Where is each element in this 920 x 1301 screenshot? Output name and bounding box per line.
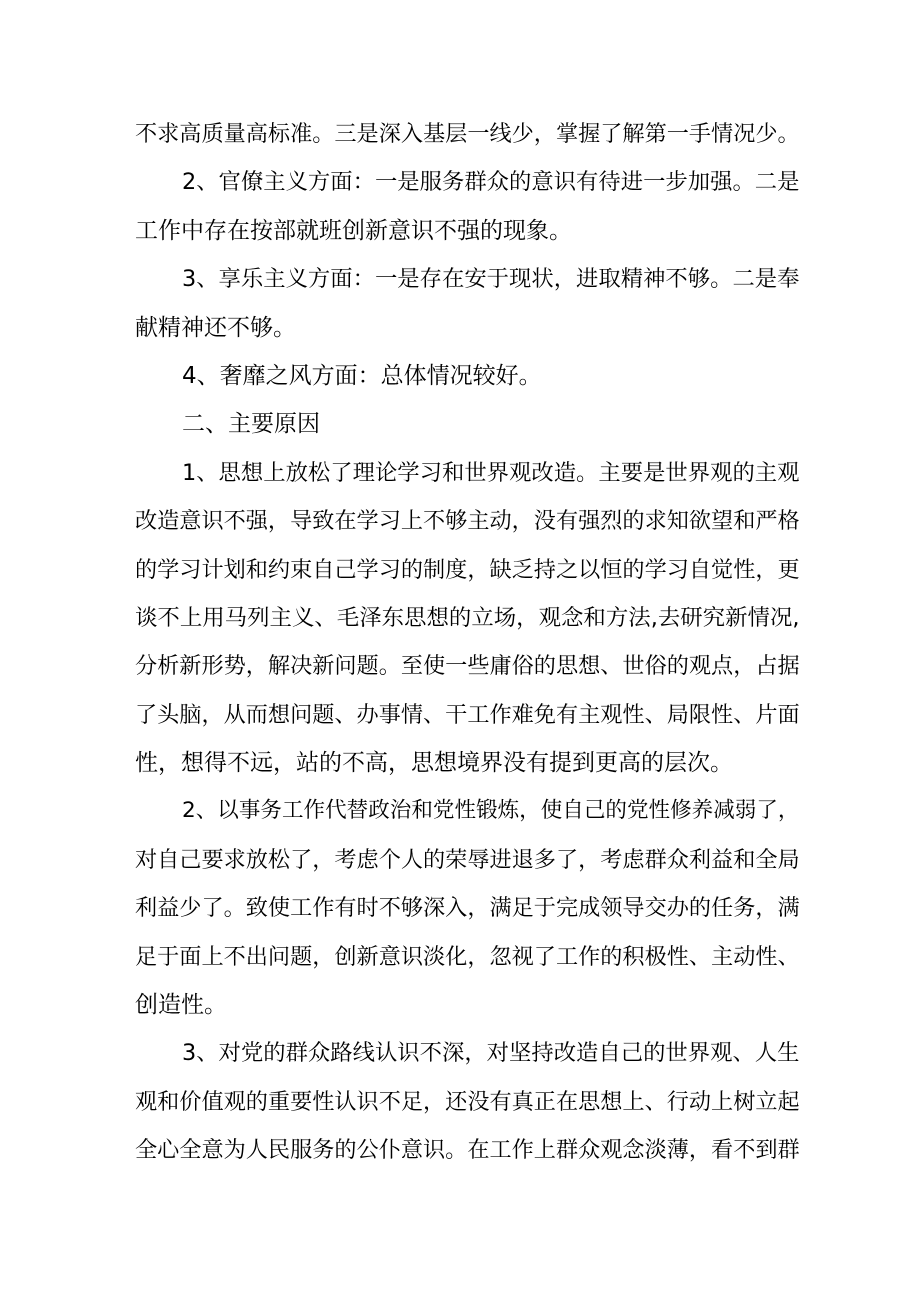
text-line: 1、思想上放松了理论学习和世界观改造。主要是世界观的主观	[182, 459, 800, 486]
text-line: 观和价值观的重要性认识不足，还没有真正在思想上、行动上树立起	[135, 1088, 800, 1115]
text-line: 3、享乐主义方面：一是存在安于现状，进取精神不够。二是奉	[182, 266, 800, 293]
text-line: 利益少了。致使工作有时不够深入，满足于完成领导交办的任务，满	[135, 895, 800, 922]
section-heading: 二、主要原因	[182, 411, 320, 438]
text-line: 献精神还不够。	[135, 314, 296, 341]
text-line: 工作中存在按部就班创新意识不强的现象。	[135, 217, 572, 244]
text-line: 不求高质量高标准。三是深入基层一线少，掌握了解第一手情况少。	[135, 121, 800, 147]
text-line: 全心全意为人民服务的公仆意识。在工作上群众观念淡薄，看不到群	[135, 1137, 800, 1164]
text-line: 了头脑，从而想问题、办事情、干工作难免有主观性、局限性、片面	[135, 701, 800, 728]
text-line: 性，想得不远，站的不高，思想境界没有提到更高的层次。	[135, 750, 733, 777]
text-line: 谈不上用马列主义、毛泽东思想的立场，观念和方法,去研究新情况,	[135, 604, 800, 631]
text-line: 对自己要求放松了，考虑个人的荣辱进退多了，考虑群众利益和全局	[135, 846, 800, 873]
text-line: 创造性。	[135, 992, 227, 1019]
document-body	[135, 110, 800, 1175]
text-line: 分析新形势，解决新问题。至使一些庸俗的思想、世俗的观点，占据	[135, 653, 800, 680]
text-line: 4、奢靡之风方面：总体情况较好。	[182, 362, 542, 389]
text-line: 2、官僚主义方面：一是服务群众的意识有待进一步加强。二是	[182, 169, 800, 196]
text-line: 改造意识不强，导致在学习上不够主动，没有强烈的求知欲望和严格	[135, 508, 800, 535]
text-line: 足于面上不出问题，创新意识淡化，忽视了工作的积极性、主动性、	[135, 943, 800, 970]
text-line: 2、以事务工作代替政治和党性锻炼，使自己的党性修养减弱了，	[182, 798, 800, 824]
text-line: 的学习计划和约束自己学习的制度，缺乏持之以恒的学习自觉性，更	[135, 556, 800, 583]
text-line: 3、对党的群众路线认识不深，对坚持改造自己的世界观、人生	[182, 1040, 800, 1067]
